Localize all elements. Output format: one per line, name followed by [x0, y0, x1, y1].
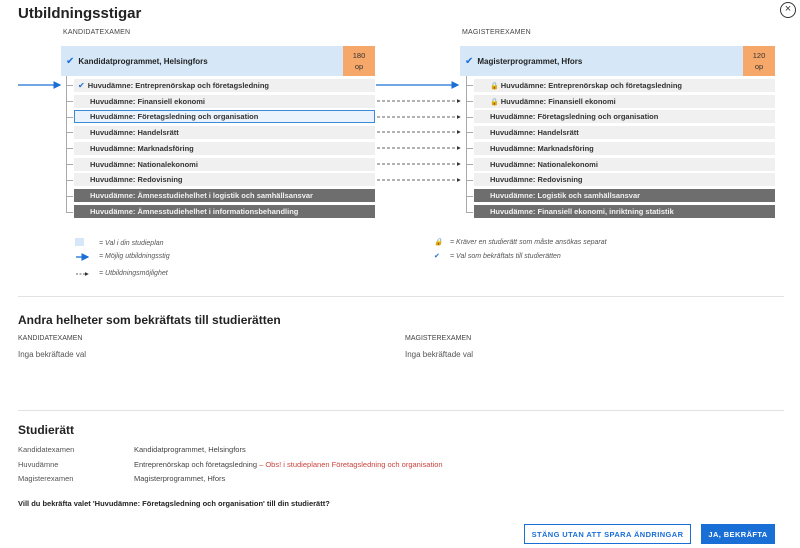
bachelor-row-nationalekonomi[interactable]	[74, 158, 375, 171]
master-row-nationalekonomi[interactable]	[474, 158, 775, 171]
bachelor-row-foretagsledning[interactable]	[74, 110, 375, 123]
kv-value: Magisterprogrammet, Hfors	[134, 474, 226, 483]
bachelor-program-box[interactable]	[61, 46, 375, 76]
bachelor-tree-line	[66, 76, 67, 212]
legend-text: = Kräver en studierätt som måste ansökas separat	[450, 238, 607, 246]
tree-branch	[466, 85, 473, 86]
tree-branch	[66, 180, 73, 181]
master-row-handelsratt[interactable]	[474, 126, 775, 139]
kv-value: Kandidatprogrammet, Helsingfors	[134, 445, 246, 454]
other-bachelor-label: KANDIDATEXAMEN	[18, 335, 83, 342]
legend-text: = Utbildningsmöjlighet	[99, 270, 168, 277]
tree-branch	[66, 117, 73, 118]
tree-branch	[66, 148, 73, 149]
master-row-logistik[interactable]	[474, 189, 775, 202]
bachelor-row-redovisning[interactable]	[74, 173, 375, 186]
bachelor-row-marknadsforing[interactable]	[74, 142, 375, 155]
legend-text: = Möjlig utbildningsstig	[99, 253, 170, 260]
kv-key: Huvudämne	[18, 460, 59, 469]
bachelor-credits-unit: op	[354, 62, 364, 71]
tree-branch	[466, 164, 473, 165]
lock-icon: 🔒	[490, 83, 499, 90]
row-label: Huvudämne: Företagsledning och organisation	[90, 112, 259, 121]
close-button[interactable]: ×	[780, 2, 796, 18]
warning-text: – Obs! i studieplanen Företagsledning och organisation	[257, 460, 443, 469]
tree-branch	[466, 117, 473, 118]
master-row-statistik[interactable]	[474, 205, 775, 218]
tree-branch	[66, 164, 73, 165]
legend-confirmed	[434, 252, 561, 260]
row-label: Huvudämne: Logistik och samhällsansvar	[490, 191, 641, 200]
master-row-finansiell[interactable]	[474, 95, 775, 108]
master-row-foretagsledning[interactable]	[474, 110, 775, 123]
tree-branch	[466, 196, 473, 197]
master-program-box[interactable]	[460, 46, 775, 76]
kv-key: Magisterexamen	[18, 474, 74, 483]
bachelor-row-handelsratt[interactable]	[74, 126, 375, 139]
master-row-marknadsforing[interactable]	[474, 142, 775, 155]
bachelor-row-finansiell[interactable]	[74, 95, 375, 108]
other-master-label: MAGISTEREXAMEN	[405, 335, 472, 342]
right-of-study-title: Studierätt	[18, 423, 75, 437]
row-label: Huvudämne: Redovisning	[90, 175, 183, 184]
master-program-name: Magisterprogrammet, Hfors	[477, 56, 583, 66]
bachelor-credits-badge	[343, 46, 375, 76]
selected-swatch	[75, 238, 84, 246]
kv-key: Kandidatexamen	[18, 445, 75, 454]
row-label: Huvudämne: Företagsledning och organisation	[490, 112, 659, 121]
legend-possible-path	[75, 253, 170, 260]
row-label: Huvudämne: Marknadsföring	[90, 144, 194, 153]
master-row-redovisning[interactable]	[474, 173, 775, 186]
master-row-entreprenorskap[interactable]	[474, 79, 775, 92]
page-title: Utbildningsstigar	[18, 5, 142, 22]
divider	[18, 410, 784, 411]
tree-branch	[466, 132, 473, 133]
major-value: Entreprenörskap och företagsledning	[134, 460, 257, 469]
row-label: Huvudämne: Entreprenörskap och företagsledning	[87, 81, 269, 90]
close-without-saving-button[interactable]: STÄNG UTAN ATT SPARA ÄNDRINGAR	[524, 524, 691, 544]
other-master-value: Inga bekräftade val	[405, 350, 474, 359]
lock-icon: 🔒	[434, 239, 443, 246]
master-column-label: MAGISTEREXAMEN	[462, 29, 531, 36]
row-label: Huvudämne: Marknadsföring	[490, 144, 594, 153]
legend-text: = Val i din studieplan	[99, 239, 164, 247]
row-label: Huvudämne: Handelsrätt	[90, 128, 179, 137]
tree-branch	[466, 148, 473, 149]
tree-branch	[66, 85, 73, 86]
row-label: Huvudämne: Finansiell ekonomi, inriktning statistik	[490, 207, 674, 216]
row-label: Huvudämne: Finansiell ekonomi	[500, 97, 616, 106]
tree-branch	[466, 180, 473, 181]
confirm-button[interactable]: JA, BEKRÄFTA	[701, 524, 775, 544]
master-credits-badge	[743, 46, 775, 76]
checkmark-icon: ✔	[78, 81, 85, 90]
tree-branch	[66, 196, 73, 197]
checkmark-icon: ✔	[465, 55, 474, 67]
legend-selected	[75, 238, 164, 248]
checkmark-icon: ✔	[434, 253, 440, 260]
row-label: Huvudämne: Nationalekonomi	[90, 160, 198, 169]
tree-branch	[466, 101, 473, 102]
master-credits-unit: op	[754, 62, 764, 71]
row-label: Huvudämne: Finansiell ekonomi	[90, 97, 206, 106]
master-credits-value: 120	[752, 51, 766, 60]
bachelor-program-name: Kandidatprogrammet, Helsingfors	[78, 56, 208, 66]
row-label: Huvudämne: Redovisning	[490, 175, 583, 184]
bachelor-row-entreprenorskap[interactable]	[74, 79, 375, 92]
bachelor-credits-value: 180	[352, 51, 366, 60]
kv-value	[134, 460, 443, 469]
divider	[18, 296, 784, 297]
tree-branch	[466, 212, 473, 213]
tree-branch	[66, 132, 73, 133]
row-label: Huvudämne: Ämnesstudiehelhet i informationsbehandling	[90, 207, 299, 216]
confirm-question: Vill du bekräfta valet 'Huvudämne: Företagsledning och organisation' till din studierätt?	[18, 499, 330, 508]
lock-icon: 🔒	[490, 99, 499, 106]
legend-requires-separate	[434, 238, 607, 246]
other-bachelor-value: Inga bekräftade val	[18, 350, 87, 359]
master-tree-line	[466, 76, 467, 212]
legend-text: = Val som bekräftats till studierätten	[450, 252, 561, 260]
bachelor-column-label: KANDIDATEXAMEN	[63, 29, 131, 36]
other-confirmed-title: Andra helheter som bekräftats till studierätten	[18, 313, 281, 327]
row-label: Huvudämne: Ämnesstudiehelhet i logistik och samhällsansvar	[90, 191, 313, 200]
checkmark-icon: ✔	[66, 55, 75, 67]
row-label: Huvudämne: Entreprenörskap och företagsledning	[500, 81, 682, 90]
legend-option	[75, 270, 168, 277]
row-label: Huvudämne: Handelsrätt	[490, 128, 579, 137]
tree-branch	[66, 101, 73, 102]
bachelor-row-informationsbehandling[interactable]	[74, 205, 375, 218]
tree-branch	[66, 212, 73, 213]
row-label: Huvudämne: Nationalekonomi	[490, 160, 598, 169]
bachelor-row-logistik[interactable]	[74, 189, 375, 202]
